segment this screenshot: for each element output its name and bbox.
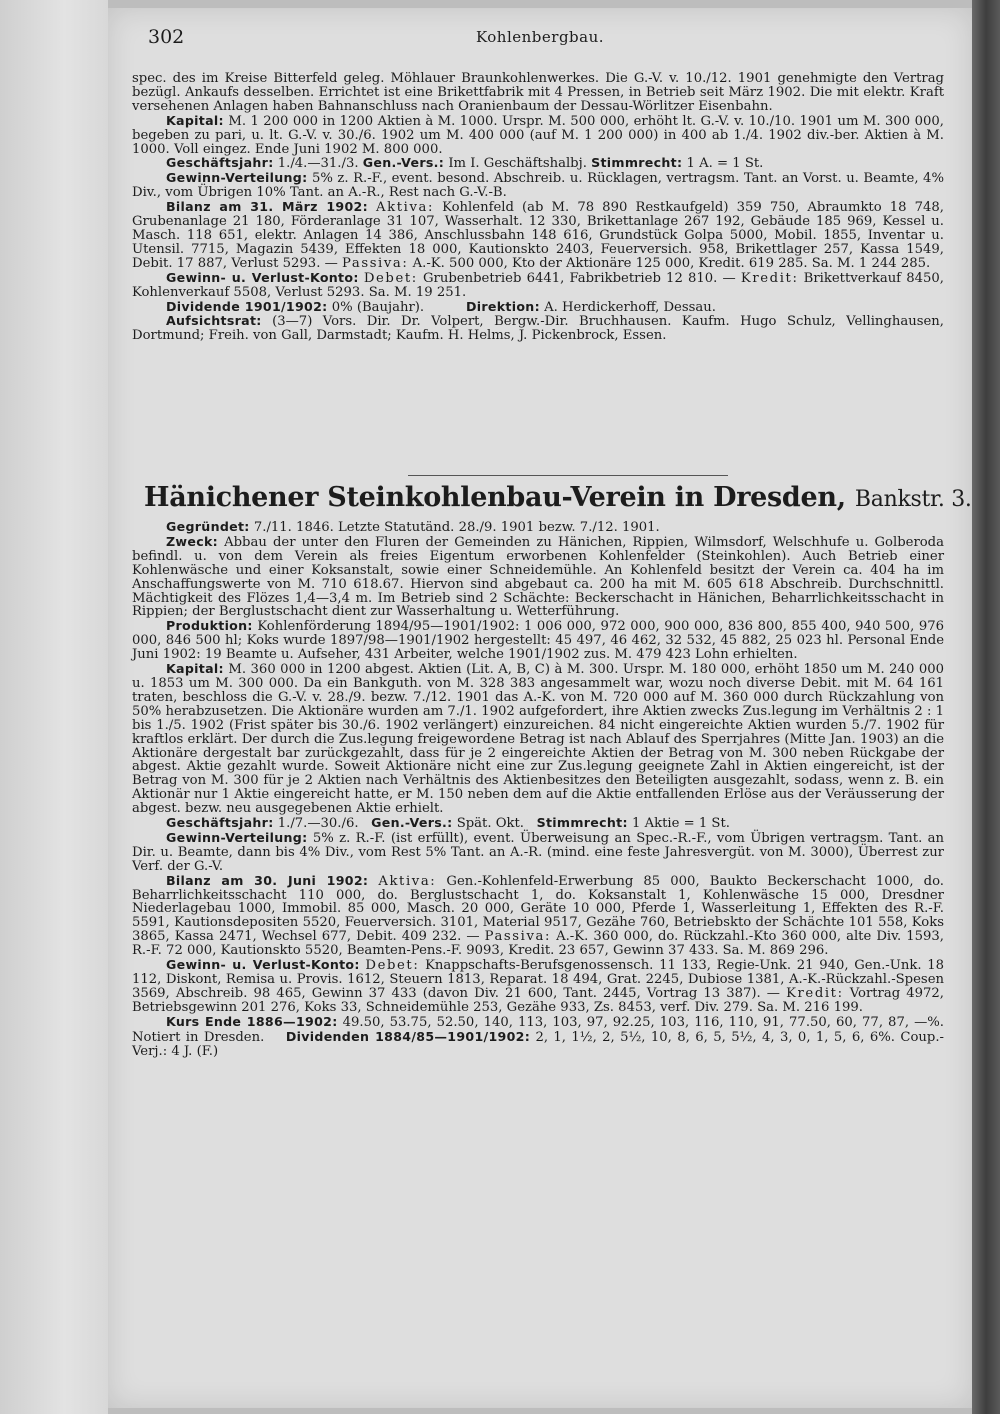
page-header xyxy=(148,26,932,56)
company2-gewinn-verteilung xyxy=(132,831,944,874)
aktiva-word: Aktiva: xyxy=(378,873,437,889)
div-text: 0% (Baujahr). xyxy=(331,299,425,315)
kredit-text: Vortrag 4972, Betriebsgewinn 201 276, Koks 33, Schneidemühle 253, Gezähe 933, Zs. 8453, verf. Div. 279. Sa. M. 216 199. xyxy=(132,985,944,1015)
running-title: Kohlenbergbau. xyxy=(475,28,605,46)
gj-text: 1./4.—31./3. xyxy=(277,156,359,172)
label-bilanz: Bilanz am 31. März 1902: xyxy=(166,199,368,215)
ar-text: (3—7) Vors. Dir. Dr. Volpert, Bergw.-Dir. Bruchhausen. Kaufm. Hugo Schulz, Vellinghausen, Dortmund; Freih. von Gall, Darmstadt; Kaufm. H. Helms, J. Pickenbrock, Essen. xyxy=(132,314,944,344)
company2-bilanz xyxy=(132,874,944,958)
company1-kapital xyxy=(132,114,944,157)
kapital-text: M. 360 000 in 1200 abgest. Aktien (Lit. A, B, C) à M. 300. Urspr. M. 180 000, erhöht 1850 um M. 240 000 u. 1853 um M. 300 000. Da ein Bankguth. von M. 328 383 angesammelt war, wozu noch diverse Debit. mit M. 64 161 traten, beschloss die G.-V. v. 28./9. bezw. 7./12. 1901 das A.-K. von M. 720 000 auf M. 360 000 durch Rückzahlung von 50% herabzusetzen. Die Aktionäre wurden am 7./1. 1902 aufgefordert, ihre Aktien zwecks Zus.legung im Verhältnis 2 : 1 bis 1./5. 1902 (Frist später bis 30./6. 1902 verlängert) einzureichen. 84 nicht eingereichte Aktien wurden 5./7. 1902 für kraftlos erklärt. Der durch die Zus.legung freigewordene Betrag ist nach Ablauf des Sperrjahres (Mitte Jan. 1903) an die Aktionäre dergestalt bar zurückgezahlt, dass für je 2 eingereichte Aktien der Betrag von M. 300 neben Rückgabe der abgest. Aktie gezahlt wurde. Soweit Aktionäre nicht eine zur Zus.legung geeignete Zahl in Aktien eingereicht, ist der Betrag von M. 300 für je 2 Aktien nach Verhältnis des Aktienbesitzes den Beteiligten ausgezahlt, sodass, wenn z. B. ein Aktionär nur 1 Aktie eingereicht hatte, er M. 150 neben dem auf die Aktie entfallenden Erlöse aus der Veräusserung der abgest. bezw. neu ausgegebenen Aktie erhielt. xyxy=(132,662,944,817)
passiva-text: A.-K. 360 000, do. Rückzahl.-Kto 360 000, alte Div. 1593, R.-F. 72 000, Kautionskto 5520, Beamten-Pens.-F. 9093, Kredit. 23 657, Gewinn 37 433. Sa. M. 869 296. xyxy=(132,929,944,959)
divs-text: 2, 1, 1½, 2, 5½, 10, 8, 6, 5, 5½, 4, 3, 0, 1, 5, 6, 6%. Coup.-Verj.: 4 J. (F.) xyxy=(132,1029,944,1059)
label-kurs: Kurs Ende 1886—1902: xyxy=(166,1013,338,1029)
gv-text: Im I. Geschäftshalbj. xyxy=(448,156,587,172)
kredit-word: Kredit: xyxy=(786,985,844,1001)
company2-zweck xyxy=(132,535,944,619)
label-dividenden: Dividenden 1884/85—1901/1902: xyxy=(285,1028,531,1044)
gegr-text: 7./11. 1846. Letzte Statutänd. 28./9. 1901 bezw. 7./12. 1901. xyxy=(253,520,660,535)
label-geschaeftsjahr: Geschäftsjahr: xyxy=(166,155,274,171)
company1-bilanz xyxy=(132,200,944,271)
aktiva-text: Gen.-Kohlenfeld-Erwerbung 85 000, Baukto Beckerschacht 1000, do. Beharrlichkeitsschacht 110 000, do. Berglustschacht 1, do. Koksanstalt 1, Kohlenwäsche 15 000, Dresdner Niederlagebau 1000, Immobil. 85 000, Masch. 20 000, Geräte 10 000, Pferde 1, Wasserleitung 1, Effekten des R.-F. 5591, Kautionsdepositen 5520, Feuerversich. 3101, Material 9517, Gezähe 760, Betriebskto der Schächte 101 558, Koks 3865, Kassa 2471, Wechsel 677, Debit. 409 232. — xyxy=(132,873,944,945)
label-zweck: Zweck: xyxy=(166,533,218,549)
st-text: 1 A. = 1 St. xyxy=(686,156,764,172)
label-bilanz: Bilanz am 30. Juni 1902: xyxy=(166,872,369,888)
dir-text: A. Herdickerhoff, Dessau. xyxy=(544,299,716,315)
label-produktion: Produktion: xyxy=(166,618,253,634)
company1-dividende xyxy=(132,300,944,315)
section-divider xyxy=(408,475,728,476)
label-aufsichtsrat: Aufsichtsrat: xyxy=(166,313,262,329)
passiva-word: Passiva: xyxy=(484,929,552,945)
label-gewinn-verteilung: Gewinn-Verteilung: xyxy=(166,170,308,186)
company2-title xyxy=(144,482,972,513)
gewv-text: 5% z. R.-F., event. besond. Abschreib. u. Rücklagen, vertragsm. Tant. an Vorst. u. Beamte, 4% Div., vom Übrigen 10% Tant. an A.-R., Rest nach G.-V.-B. xyxy=(132,171,944,201)
label-gen-vers: Gen.-Vers.: xyxy=(362,155,445,171)
company1-entry xyxy=(132,72,944,343)
label-gen-vers: Gen.-Vers.: xyxy=(371,815,453,831)
company1-gj-line xyxy=(132,156,944,171)
company2-entry xyxy=(132,520,944,1058)
gv-text: Spät. Okt. xyxy=(456,816,525,832)
label-guv: Gewinn- u. Verlust-Konto: xyxy=(166,957,360,973)
passiva-word: Passiva: xyxy=(341,255,409,271)
company2-gegruendet xyxy=(132,520,944,535)
label-guv: Gewinn- u. Verlust-Konto: xyxy=(166,269,359,285)
book-page xyxy=(108,8,972,1408)
label-kapital: Kapital: xyxy=(166,112,224,128)
label-direktion: Direktion: xyxy=(466,298,540,314)
debet-text: Grubenbetrieb 6441, Fabrikbetrieb 12 810. — xyxy=(423,270,736,286)
kapital-text: M. 1 200 000 in 1200 Aktien à M. 1000. Urspr. M. 500 000, erhöht lt. G.-V. v. 10./10. 1901 um M. 300 000, begeben zu pari, u. lt. G.-V. v. 30./6. 1902 um M. 400 000 (auf M. 1 200 000) in 400 ab 1./4. 1902 div.-ber. Aktien à M. 1000. Voll eingez. Ende Juni 1902 M. 800 000. xyxy=(132,113,944,157)
company2-guv xyxy=(132,958,944,1015)
label-kapital: Kapital: xyxy=(166,661,224,677)
kredit-word: Kredit: xyxy=(740,270,799,286)
debet-word: Debet: xyxy=(363,270,418,286)
scan-right-edge xyxy=(972,0,1000,1414)
zweck-text: Abbau der unter den Fluren der Gemeinden zu Hänichen, Rippien, Wilmsdorf, Welschhufe u. Golberoda befindl. u. von dem Verein als freies Eigentum erworbenen Kohlenfelder (Steinkohlen). Auch Betrieb einer Kohlenwäsche und einer Koksanstalt, sowie einer Schneidemühle. An Kohlenfeld besitzt der Verein ca. 404 ha im Anschaffungswerte von M. 710 618.67. Hiervon sind abgebaut ca. 200 ha mit M. 605 618 Abschreib. Durchschnittl. Mächtigkeit des Flözes 1,4—3,4 m. Im Betrieb sind 2 Schächte: Beckerschacht in Hänichen, Beharrlichkeitsschacht in Rippien; der Berglustschacht dient zur Wasserhaltung u. Wetterführung. xyxy=(132,534,944,620)
debet-text: Knappschafts-Berufsgenossensch. 11 133, Regie-Unk. 21 940, Gen.-Unk. 18 112, Diskont, Remisa u. Provis. 1612, Steuern 1813, Reparat. 18 494, Grat. 2245, Dubiose 1381, A.-K.-Rückzahl.-Spesen 3569, Abschreib. 98 465, Gewinn 37 433 (davon Div. 21 600, Tant. 2445, Vortrag 13 387). — xyxy=(132,958,944,1001)
company1-guv xyxy=(132,271,944,300)
company2-gj-line xyxy=(132,816,944,831)
company1-aufsichtsrat xyxy=(132,314,944,343)
company1-gewinn-verteilung xyxy=(132,171,944,200)
company2-produktion xyxy=(132,619,944,662)
company2-kurs xyxy=(132,1015,944,1059)
company2-name: Hänichener Steinkohlenbau-Verein in Dresden, xyxy=(144,482,846,513)
prod-text: Kohlenförderung 1894/95—1901/1902: 1 006 000, 972 000, 900 000, 836 800, 855 400, 940 500, 976 000, 846 500 hl; Koks wurde 1897/98—1901/1902 hergestellt: 45 497, 46 462, 32 532, 45 882, 25 023 hl. Personal Ende Juni 1902: 19 Beamte u. Aufseher, 431 Arbeiter, welche 1901/1902 zus. M. 479 423 Lohn erhielten. xyxy=(132,619,944,663)
kredit-text: Brikettverkauf 8450, Kohlenverkauf 5508, Verlust 5293. Sa. M. 19 251. xyxy=(132,270,944,300)
label-gegruendet: Gegründet: xyxy=(166,519,250,534)
company1-intro: spec. des im Kreise Bitterfeld geleg. Möhlauer Braunkohlenwerkes. Die G.-V. v. 10./12. 1901 genehmigte den Vertrag bezügl. Ankaufs desselben. Errichtet ist eine Brikettfabrik mit 4 Pressen, in Betrieb seit März 1902. Die mit elektr. Kraft versehenen Anlagen haben Bahnanschluss nach Oranienbaum der Dessau-Wörlitzer Eisenbahn. xyxy=(132,71,944,114)
st-text: 1 Aktie = 1 St. xyxy=(632,816,730,832)
label-stimmrecht: Stimmrecht: xyxy=(591,155,683,171)
passiva-text: A.-K. 500 000, Kto der Aktionäre 125 000, Kredit. 619 285. Sa. M. 1 244 285. xyxy=(412,255,931,271)
label-geschaeftsjahr: Geschäftsjahr: xyxy=(166,815,274,831)
label-stimmrecht: Stimmrecht: xyxy=(536,815,628,831)
kurs-text: 49.50, 53.75, 52.50, 140, 113, 103, 97, 92.25, 103, 116, 110, 91, 77.50, 60, 77, 87, —%. Notiert in Dresden. xyxy=(132,1014,944,1045)
label-dividende: Dividende 1901/1902: xyxy=(166,298,328,314)
scan-left-margin xyxy=(0,0,108,1414)
company2-address: Bankstr. 3. xyxy=(854,487,972,512)
debet-word: Debet: xyxy=(365,958,420,974)
gj-text: 1./7.—30./6. xyxy=(277,816,359,832)
gewv-text: 5% z. R.-F. (ist erfüllt), event. Überweisung an Spec.-R.-F., vom Übrigen vertragsm. Tant. an Dir. u. Beamte, dann bis 4% Div., vom Rest 5% Tant. an A.-R. (mind. eine feste Jahresvergüt. von M. 3000), Überrest zur Verf. der G.-V. xyxy=(132,830,944,874)
label-gewinn-verteilung: Gewinn-Verteilung: xyxy=(166,829,308,845)
aktiva-text: Kohlenfeld (ab M. 78 890 Restkaufgeld) 359 750, Abraumkto 18 748, Grubenanlage 21 180, Förderanlage 31 107, Wasserhalt. 12 330, Brikettanlage 267 192, Gebäude 185 969, Kessel u. Masch. 118 651, elektr. Anlagen 14 386, Anschlussbahn 148 616, Grundstück Golpa 5000, Mobil. 1855, Inventar u. Utensil. 7715, Magazin 5439, Effekten 18 000, Kautionskto 2403, Feuerversich. 958, Brikettlager 257, Kassa 1549, Debit. 17 887, Verlust 5293. — xyxy=(132,200,944,271)
company2-kapital xyxy=(132,662,944,816)
aktiva-word: Aktiva: xyxy=(376,200,435,216)
page-number: 302 xyxy=(148,26,185,48)
